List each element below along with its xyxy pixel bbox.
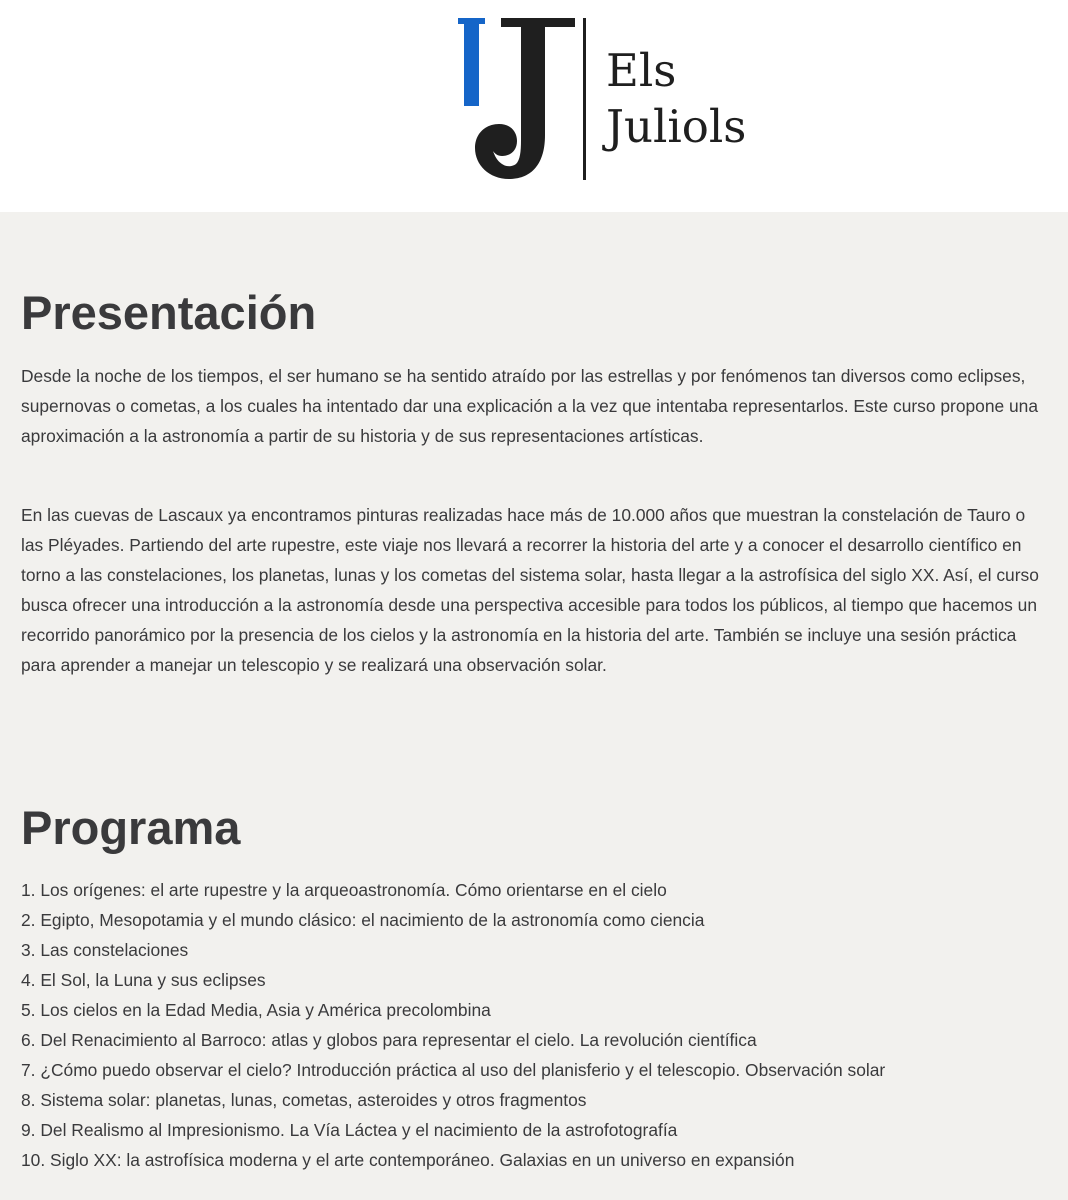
presentation-paragraph-1: Desde la noche de los tiempos, el ser humano se ha sentido atraído por las estrellas y por fenómenos tan diversos como eclipses, supernovas o cometas, a los cuales ha intentado dar una explicación a la vez que intentaba representarlos. Este curso propone una aproximación a la astronomía a partir de su historia y de sus representaciones artísticas. (21, 366, 1039, 446)
program-item: 1. Los orígenes: el arte rupestre y la arqueoastronomía. Cómo orientarse en el cielo (21, 880, 667, 900)
els-juliols-logo[interactable] (455, 15, 755, 185)
program-list (21, 875, 1051, 1175)
presentation-heading: Presentación (21, 286, 317, 339)
logo-name-line1: Els (606, 44, 677, 97)
program-item: 4. El Sol, la Luna y sus eclipses (21, 970, 266, 990)
program-item: 10. Siglo XX: la astrofísica moderna y el arte contemporáneo. Galaxias en un universo en expansión (21, 1150, 795, 1170)
program-item: 5. Los cielos en la Edad Media, Asia y América precolombina (21, 1000, 491, 1020)
logo-wordmark (606, 43, 746, 155)
program-item: 8. Sistema solar: planetas, lunas, cometas, asteroides y otros fragmentos (21, 1090, 587, 1110)
program-item: 6. Del Renacimiento al Barroco: atlas y globos para representar el cielo. La revolución científica (21, 1030, 757, 1050)
program-item: 2. Egipto, Mesopotamia y el mundo clásico: el nacimiento de la astronomía como ciencia (21, 910, 705, 930)
program-item: 9. Del Realismo al Impresionismo. La Vía Láctea y el nacimiento de la astrofotografía (21, 1120, 678, 1140)
site-header (0, 0, 1068, 212)
logo-name-line2: Juliols (606, 100, 747, 153)
presentation-paragraph-2: En las cuevas de Lascaux ya encontramos pinturas realizadas hace más de 10.000 años que muestran la constelación de Tauro o las Pléyades. Partiendo del arte rupestre, este viaje nos llevará a recorrer la historia del arte y a conocer el desarrollo científico en torno a las constelaciones, los planetas, lunas y los cometas del sistema solar, hasta llegar a la astrofísica del siglo XX. Así, el curso busca ofrecer una introducción a la astronomía desde una perspectiva accesible para todos los públicos, al tiempo que hacemos un recorrido panorámico por la presencia de los cielos y la astronomía en la historia del arte. También se incluye una sesión práctica para aprender a manejar un telescopio y se realizará una observación solar. (21, 505, 1039, 675)
main-content (0, 212, 1068, 1200)
program-item: 7. ¿Cómo puedo observar el cielo? Introducción práctica al uso del planisferio y el telescopio. Observación solar (21, 1060, 886, 1080)
program-heading: Programa (21, 801, 241, 854)
program-item: 3. Las constelaciones (21, 940, 189, 960)
